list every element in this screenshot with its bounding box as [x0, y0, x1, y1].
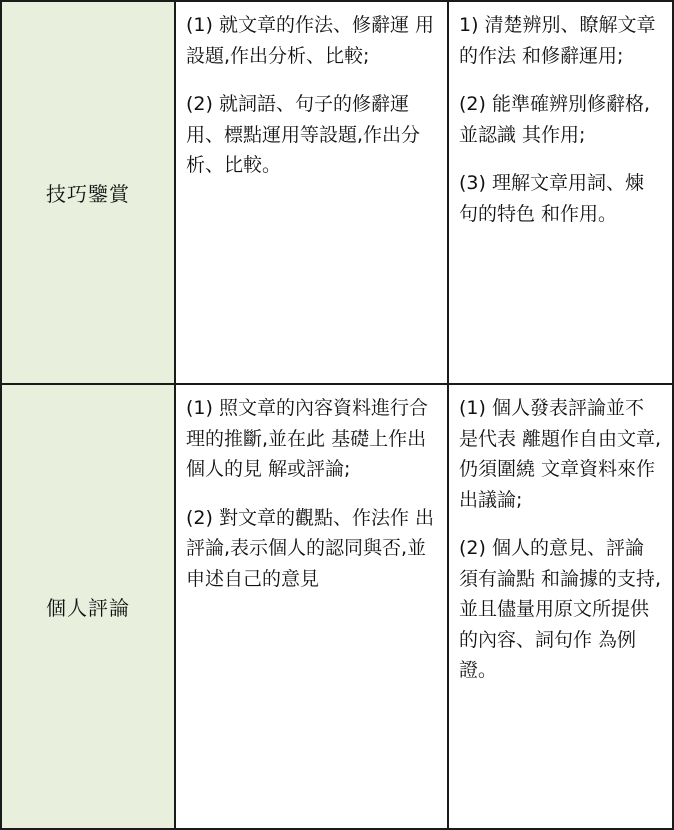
row-label-comment — [0, 383, 174, 830]
requirement-item: (2) 能準確辨別修辭格,並認識 其作用; — [459, 93, 650, 146]
criteria-item: (1) 就文章的作法、修辭運 用設題,作出分析、比較; — [186, 14, 434, 67]
requirement-item: (2) 個人的意見、評論須有論點 和論據的支持,並且儘量用原文所提供的內容、詞句作 為例證。 — [459, 537, 662, 681]
requirement-item: (1) 個人發表評論並不是代表 離題作自由文章,仍須圍繞 文章資料來作出議論; — [459, 397, 662, 511]
criteria-item: (2) 就詞語、句子的修辭運 用、標點運用等設題,作出分析、比較。 — [186, 93, 421, 176]
criteria-cell — [174, 383, 447, 830]
row-label-text: 個人評論 — [46, 596, 130, 620]
requirement-cell — [447, 0, 674, 383]
requirement-cell — [447, 383, 674, 830]
requirement-item: 1) 清楚辨別、瞭解文章的作法 和修辭運用; — [459, 14, 656, 67]
row-label-text: 技巧鑒賞 — [46, 182, 130, 206]
criteria-item: (1) 照文章的內容資料進行合理的推斷,並在此 基礎上作出個人的見 解或評論; — [186, 397, 428, 480]
requirement-item: (3) 理解文章用詞、煉句的特色 和作用。 — [459, 172, 644, 225]
criteria-cell — [174, 0, 447, 383]
criteria-item: (2) 對文章的觀點、作法作 出評論,表示個人的認同與否,並申述自己的意見 — [186, 506, 434, 590]
row-label-technique — [0, 0, 174, 383]
